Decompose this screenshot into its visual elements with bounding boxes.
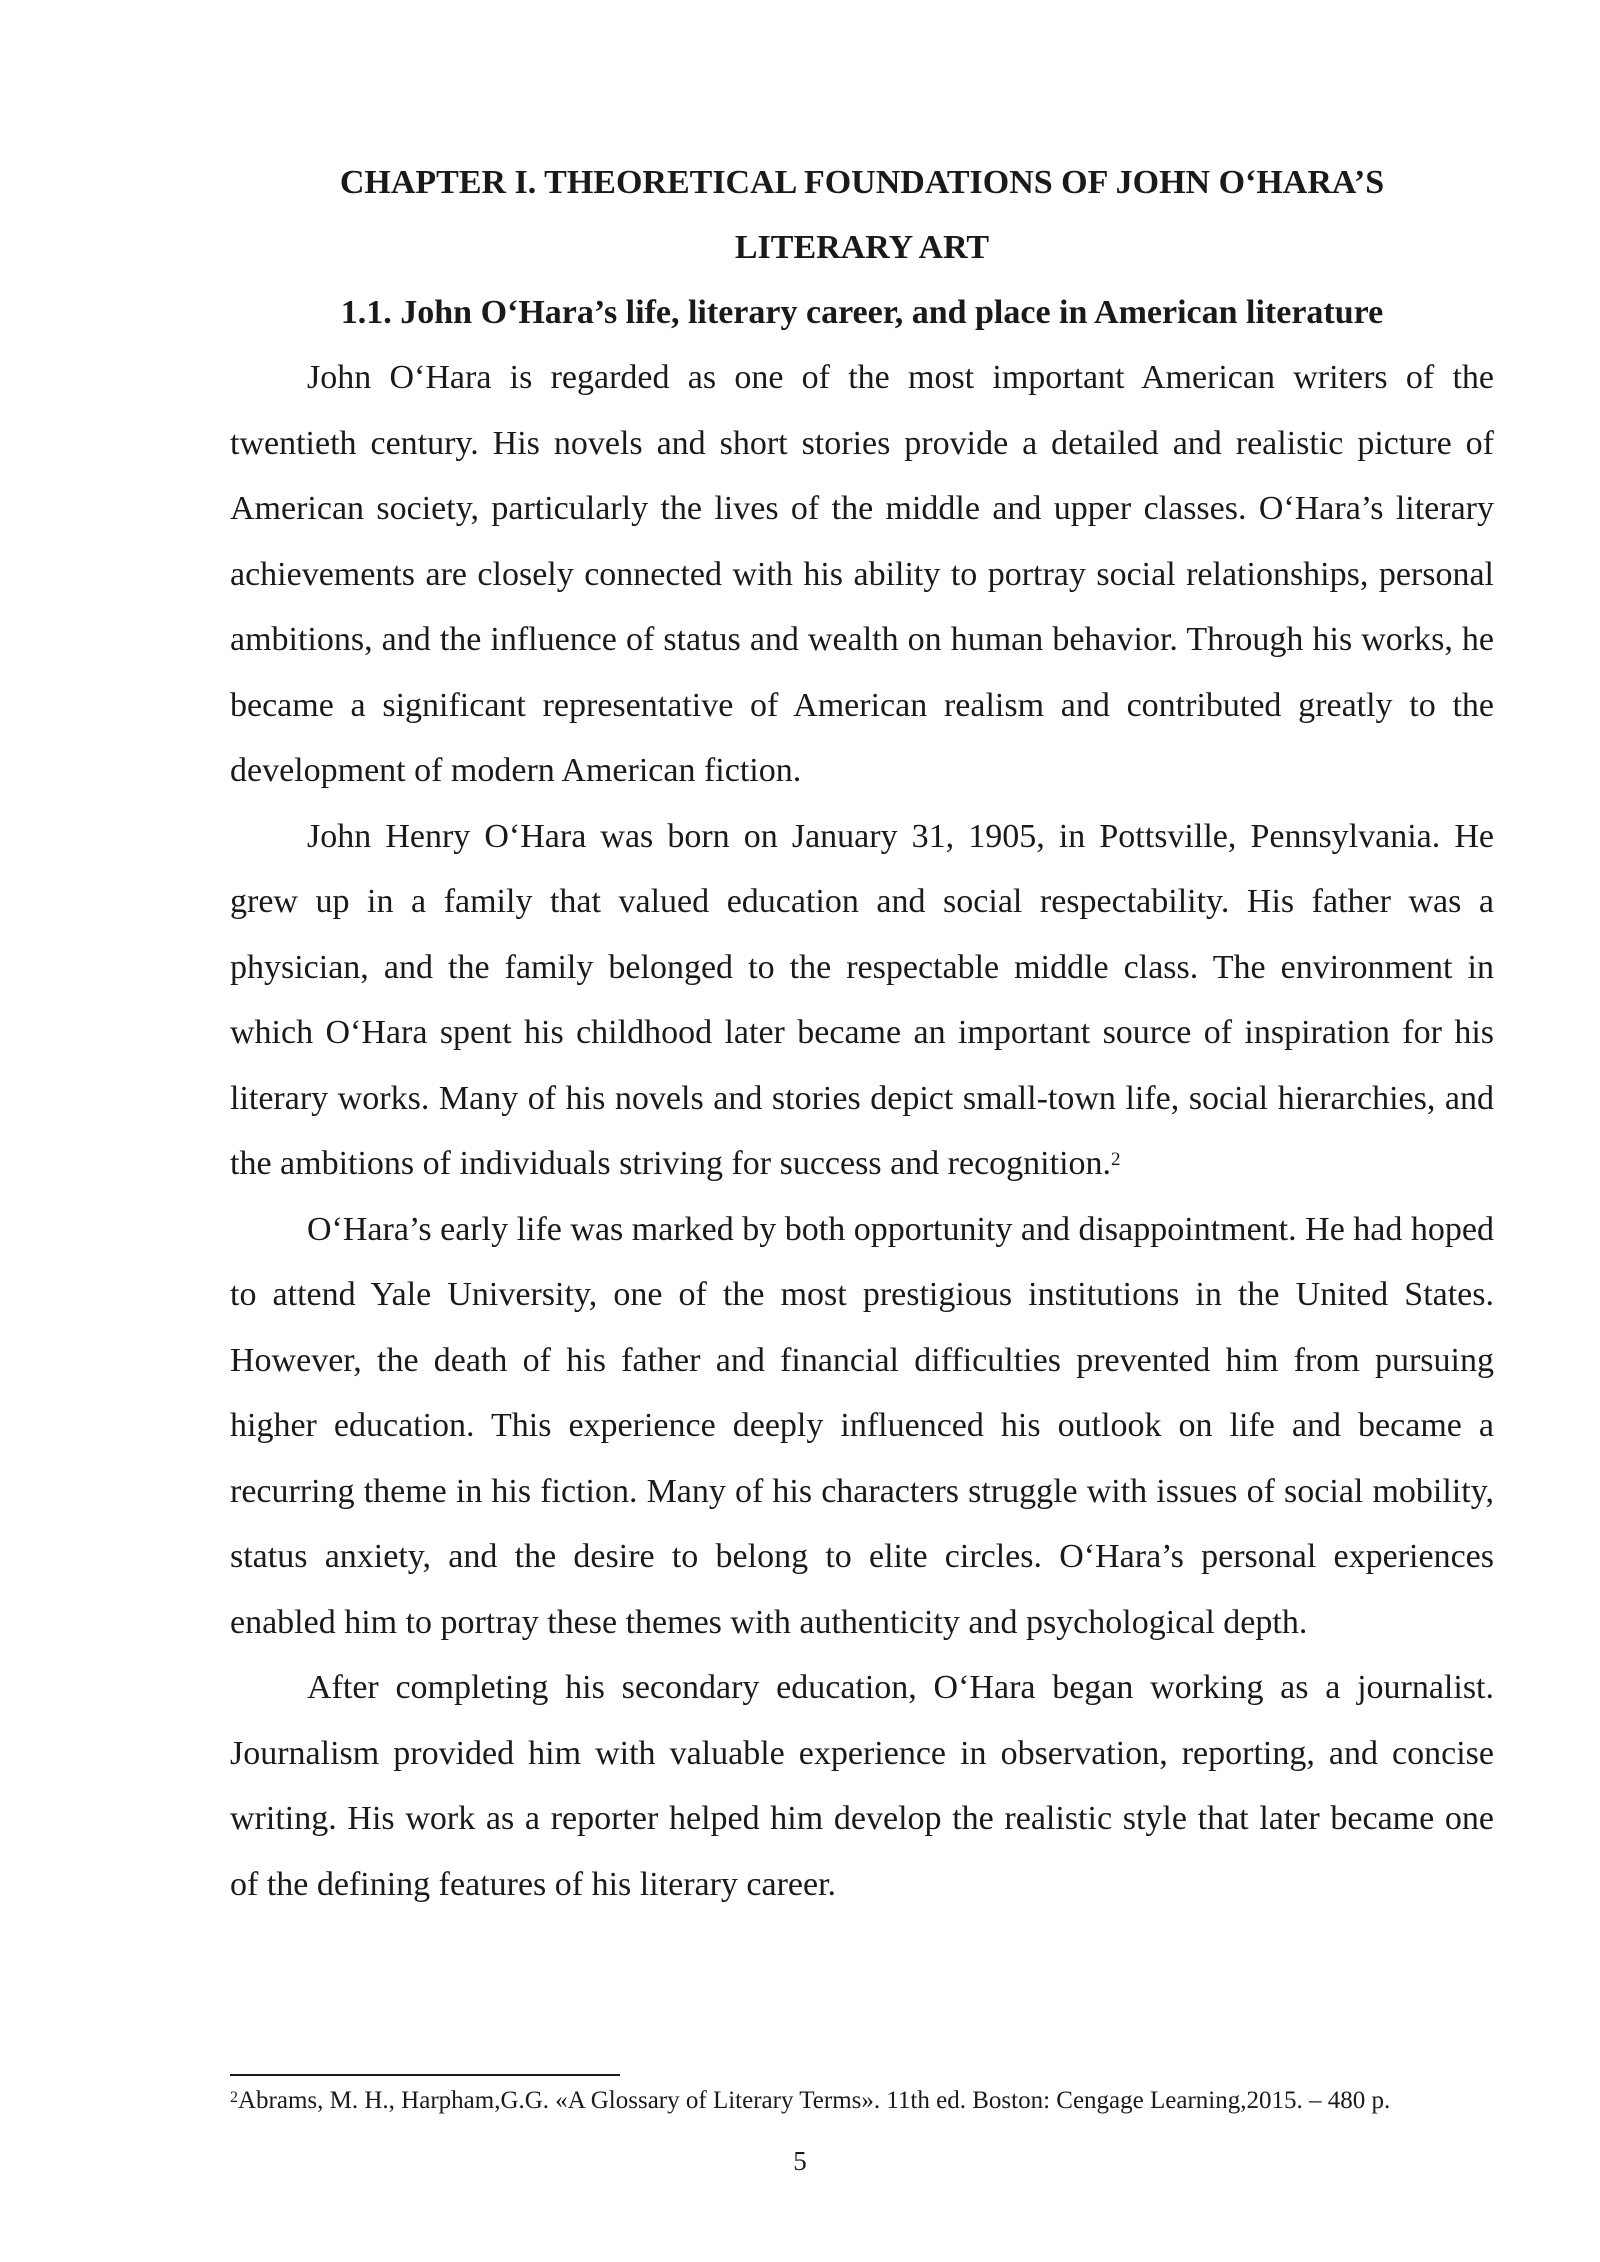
- paragraph-3-text: O‘Hara’s early life was marked by both opportunity and disappointment. He had hoped to attend Yale University, one of the most prestigious institutions in the United States. However, the death of his father and financial difficulties prevented him from pursuing higher education. This experience deeply influenced his outlook on life and became a recurring theme in his fiction. Many of his characters struggle with issues of social mobility, status anxiety, and the desire to belong to elite circles. O‘Hara’s personal experiences enabled him to portray these themes with authenticity and psychological depth.: [230, 1210, 1494, 1641]
- paragraph-4-text: After completing his secondary education, O‘Hara began working as a journalist. Journalism provided him with valuable experience in observation, reporting, and concise writing. His work as a reporter helped him develop the realistic style that later became one of the defining features of his literary career.: [230, 1669, 1494, 1903]
- page-number: 5: [793, 2146, 807, 2176]
- footnote-separator: [230, 2074, 620, 2076]
- paragraph-1: [230, 345, 1494, 804]
- footnote-reference[interactable]: 2: [1111, 1149, 1121, 1170]
- paragraph-2: [230, 804, 1494, 1197]
- paragraph-4: [230, 1655, 1494, 1917]
- chapter-title-line-1: CHAPTER I. THEORETICAL FOUNDATIONS OF JOHN O‘HARA’S: [339, 164, 1385, 201]
- footnote: [230, 2084, 1494, 2118]
- chapter-title-line-2: LITERARY ART: [734, 229, 990, 266]
- paragraph-1-text: John O‘Hara is regarded as one of the most important American writers of the twentieth century. His novels and short stories provide a detailed and realistic picture of American society, particularly the lives of the middle and upper classes. O‘Hara’s literary achievements are closely connected with his ability to portray social relationships, personal ambitions, and the influence of status and wealth on human behavior. Through his works, he became a significant representative of American realism and contributed greatly to the development of modern American fiction.: [230, 359, 1494, 789]
- chapter-title: [230, 150, 1494, 280]
- page-body: [230, 150, 1494, 1917]
- footnote-mark: 2: [230, 2089, 238, 2106]
- footnote-text: Abrams, M. H., Harpham,G.G. «A Glossary of Literary Terms». 11th ed. Boston: Cengage Learning,2015. – 480 p.: [238, 2087, 1391, 2114]
- paragraph-2-text: John Henry O‘Hara was born on January 31, 1905, in Pottsville, Pennsylvania. He grew up in a family that valued education and social respectability. His father was a physician, and the family belonged to the respectable middle class. The environment in which O‘Hara spent his childhood later became an important source of inspiration for his literary works. Many of his novels and stories depict small-town life, social hierarchies, and the ambitions of individuals striving for success and recognition.: [230, 817, 1494, 1182]
- section-title: 1.1. John O‘Hara’s life, literary career, and place in American literature: [340, 294, 1384, 331]
- paragraph-3: [230, 1197, 1494, 1656]
